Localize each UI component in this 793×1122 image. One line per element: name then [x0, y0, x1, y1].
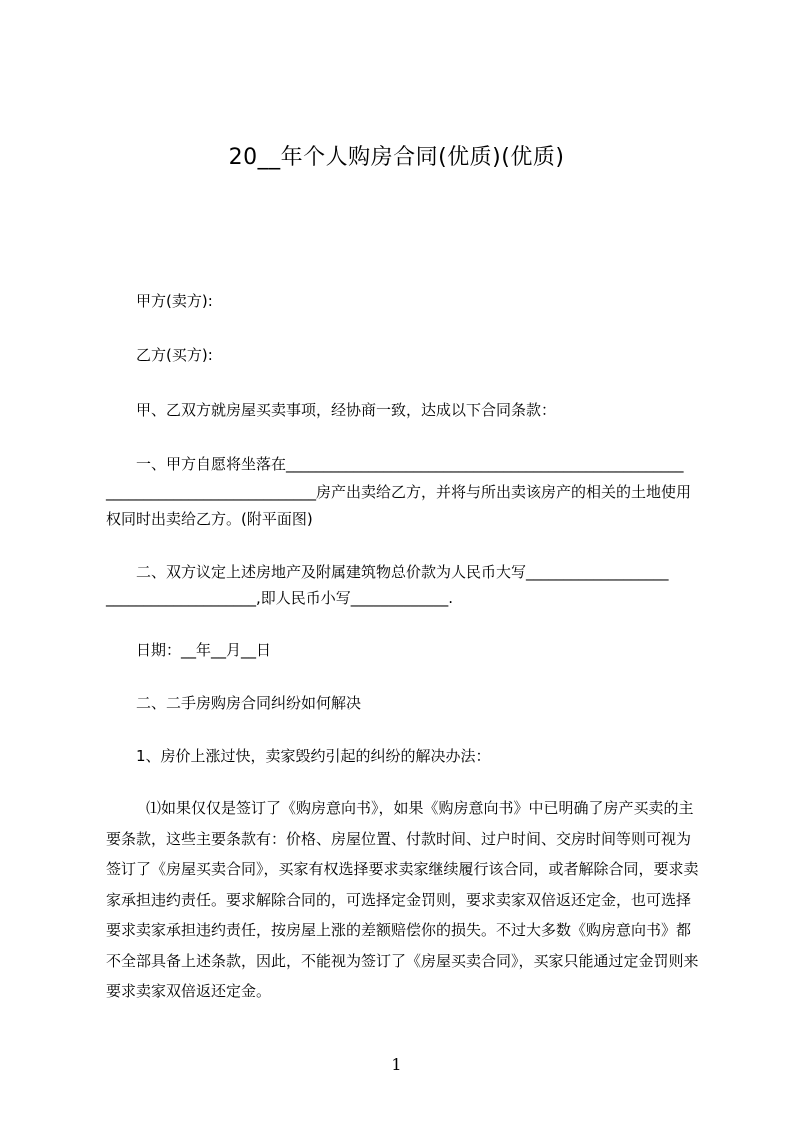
party-a-label: 甲方(卖方):: [136, 292, 213, 310]
page-number: 1: [391, 1055, 402, 1074]
item1-paragraph-text: ⑴如果仅仅是签订了《购房意向书》，如果《购房意向书》中已明确了房产买卖的主要条款，这些主要条款有：价格、房屋位置、付款时间、过户时间、交房时间等则可视为签订了《房屋买卖合同》，买家有权选择要求卖家继续履行该合同，或者解除合同，要求卖家承担违约责任。要求解除合同的，可选择定金罚则，要求卖家双倍返还定金，也可选择要求卖家承担违约责任，按房屋上涨的差额赔偿你的损失。不过大多数《购房意向书》都不全部具备上述条款，因此，不能视为签订了《房屋买卖合同》，买家只能通过定金罚则来要求卖家双倍返还定金。: [106, 799, 699, 1000]
clause2-line2: ____________________,即人民币小写_____________.: [106, 589, 454, 607]
item1-heading: 1、房价上涨过快，卖家毁约引起的纠纷的解决办法：: [136, 747, 491, 765]
party-b-label: 乙方(买方):: [136, 346, 213, 364]
clause1-line1: 一、甲方自愿将坐落在_____________________________________________________: [136, 455, 684, 473]
intro-text: 甲、乙双方就房屋买卖事项，经协商一致，达成以下合同条款：: [136, 401, 557, 419]
clause2-line1: 二、双方议定上述房地产及附属建筑物总价款为人民币大写___________________: [136, 563, 669, 581]
section2-heading: 二、二手房购房合同纠纷如何解决: [136, 694, 362, 712]
item1-paragraph: [106, 793, 700, 1007]
clause1-line2: ____________________________房产出卖给乙方，并将与所出卖该房产的相关的土地使用: [106, 483, 692, 501]
clause1-line3: 权同时出卖给乙方。(附平面图): [106, 510, 313, 528]
date-line: 日期：__年__月__日: [136, 641, 272, 659]
page-title: 20__年个人购房合同(优质)(优质): [228, 145, 565, 170]
